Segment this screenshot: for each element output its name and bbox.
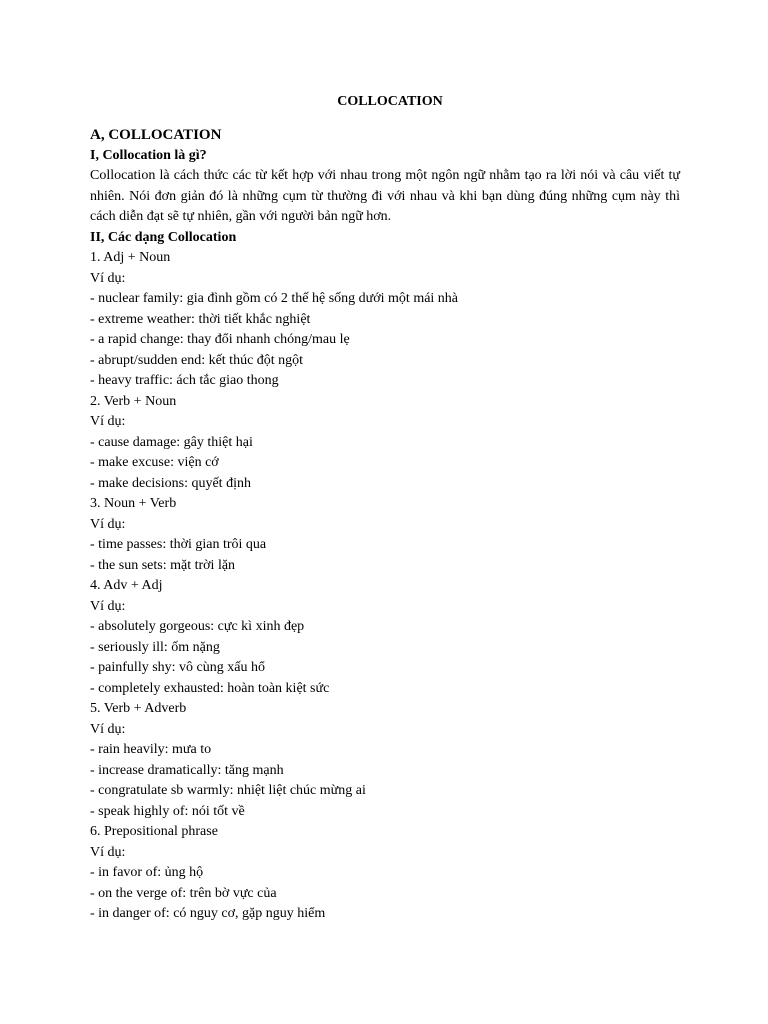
section-verb-noun [90,392,680,495]
list-item: - make excuse: viện cớ [90,455,219,470]
list-item: - extreme weather: thời tiết khắc nghiệt [90,311,311,327]
section-adv-adj [90,576,680,699]
list-item: - abrupt/sudden end: kết thúc đột ngột [90,352,304,368]
list-item: - rain heavily: mưa to [90,742,212,757]
list-item: - heavy traffic: ách tắc giao thong [90,373,279,388]
section-verb-adverb [90,699,680,822]
list-item: - a rapid change: thay đổi nhanh chóng/mau lẹ [90,332,350,347]
heading-a: A, COLLOCATION [90,127,222,143]
list-item: - nuclear family: gia đình gồm có 2 thế hệ sống dưới một mái nhà [90,291,459,306]
example-label: Ví dụ: [90,598,126,614]
list-item: - completely exhausted: hoàn toàn kiệt sức [90,680,330,696]
example-label: Ví dụ: [90,721,126,737]
list-item: - congratulate sb warmly: nhiệt liệt chúc mừng ai [90,783,366,798]
heading-i: I, Collocation là gì? [90,147,207,163]
section-label: 1. Adj + Noun [90,250,171,265]
example-label: Ví dụ: [90,270,126,286]
section-label: 5. Verb + Adverb [90,701,187,716]
section-label: 4. Adv + Adj [90,578,163,593]
list-item: - time passes: thời gian trôi qua [90,537,267,552]
section-label: 2. Verb + Noun [90,393,177,409]
document-content [90,92,680,925]
example-label: Ví dụ: [90,516,126,532]
list-item: - in favor of: ủng hộ [90,865,204,880]
list-item: - the sun sets: mặt trời lặn [90,557,236,573]
list-item: - absolutely gorgeous: cực kì xinh đẹp [90,619,305,634]
list-item: - painfully shy: vô cùng xấu hổ [90,660,265,675]
list-item: - on the verge of: trên bờ vực của [90,885,277,901]
section-noun-verb [90,494,680,576]
page-title: COLLOCATION [337,94,443,109]
list-item: - seriously ill: ốm nặng [90,639,220,655]
section-label: 6. Prepositional phrase [90,824,218,839]
intro-paragraph: Collocation là cách thức các từ kết hợp với nhau trong một ngôn ngữ nhằm tạo ra lời nói và câu viết tự nhiên. Nói đơn giản đó là những cụm từ thường đi với nhau và khi bạn dùng đúng những cụm này thì cách diễn đạt sẽ tự nhiên, gần với người bản ngữ hơn. [90,168,680,224]
heading-ii: II, Các dạng Collocation [90,229,237,245]
example-label: Ví dụ: [90,844,126,860]
example-label: Ví dụ: [90,414,126,429]
section-adj-noun [90,248,680,392]
list-item: - in danger of: có nguy cơ, gặp nguy hiểm [90,906,326,921]
list-item: - increase dramatically: tăng mạnh [90,762,284,778]
list-item: - cause damage: gây thiệt hại [90,434,253,450]
section-prepositional-phrase [90,822,680,925]
section-label: 3. Noun + Verb [90,496,177,511]
list-item: - speak highly of: nói tốt về [90,803,245,819]
list-item: - make decisions: quyết định [90,475,251,491]
